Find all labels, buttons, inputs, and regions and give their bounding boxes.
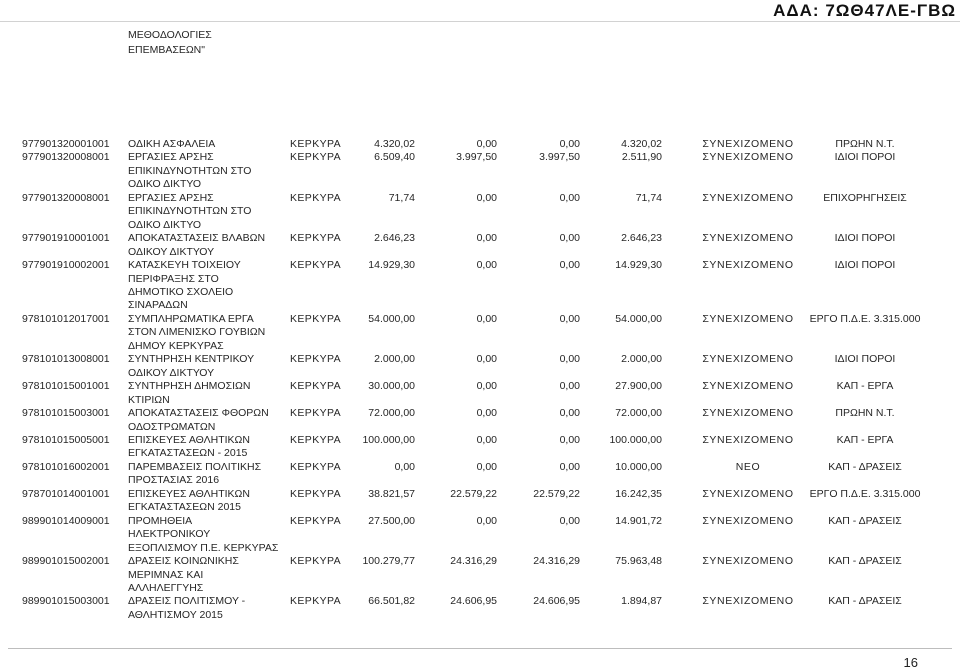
funding-cell: ΚΑΠ - ΔΡΑΣΕΙΣ bbox=[828, 595, 902, 608]
amount-4-cell: 100.000,00 bbox=[609, 433, 662, 446]
description-line: ΠΑΡΕΜΒΑΣΕΙΣ ΠΟΛΙΤΙΚΗΣ bbox=[128, 460, 262, 473]
description-line: ΟΔΙΚΗ ΑΣΦΑΛΕΙΑ bbox=[128, 138, 216, 150]
funding-cell: ΠΡΩΗΝ Ν.Τ. bbox=[835, 138, 895, 150]
funding-cell: ΕΡΓΟ Π.Δ.Ε. 3.315.000 bbox=[809, 312, 921, 325]
amount-4-cell: 71,74 bbox=[635, 191, 662, 204]
description-cell bbox=[128, 407, 290, 434]
description-line: ΜΕΡΙΜΝΑΣ ΚΑΙ bbox=[128, 568, 204, 581]
table-row bbox=[0, 434, 924, 461]
amount-3-cell: 0,00 bbox=[559, 514, 580, 527]
status-cell: ΣΥΝΕΧΙΖΟΜΕΝΟ bbox=[702, 380, 794, 393]
location-cell: ΚΕΡΚΥΡΑ bbox=[290, 487, 342, 500]
funding-cell: ΙΔΙΟΙ ΠΟΡΟΙ bbox=[834, 232, 896, 245]
amount-2-cell: 0,00 bbox=[476, 407, 497, 420]
amount-2-cell: 0,00 bbox=[476, 353, 497, 366]
code-cell: 978101012017001 bbox=[22, 312, 110, 325]
description-line: ΣΥΝΤΗΡΗΣΗ ΔΗΜΟΣΙΩΝ bbox=[128, 380, 251, 393]
carryover-line: ΕΠΕΜΒΑΣΕΩΝ" bbox=[128, 43, 205, 56]
amount-3-cell: 3.997,50 bbox=[539, 151, 580, 164]
status-cell: ΣΥΝΕΧΙΖΟΜΕΝΟ bbox=[702, 232, 794, 245]
amount-2-cell: 3.997,50 bbox=[456, 151, 497, 164]
status-cell: ΣΥΝΕΧΙΖΟΜΕΝΟ bbox=[702, 151, 794, 164]
status-cell: ΣΥΝΕΧΙΖΟΜΕΝΟ bbox=[702, 555, 794, 568]
description-line: ΣΙΝΑΡΑΔΩΝ bbox=[128, 299, 188, 312]
description-cell bbox=[128, 138, 290, 151]
table-row bbox=[0, 461, 924, 488]
description-line: ΑΛΛΗΛΕΓΓΥΗΣ bbox=[128, 581, 204, 594]
location-cell: ΚΕΡΚΥΡΑ bbox=[290, 433, 342, 446]
top-rule bbox=[0, 21, 960, 22]
amount-1-cell: 100.279,77 bbox=[362, 555, 415, 568]
description-line: ΕΓΚΑΤΑΣΤΑΣΕΩΝ 2015 bbox=[128, 501, 241, 514]
funding-cell: ΚΑΠ - ΔΡΑΣΕΙΣ bbox=[828, 514, 902, 527]
amount-3-cell: 0,00 bbox=[559, 138, 580, 150]
description-line: ΕΠΙΣΚΕΥΕΣ ΑΘΛΗΤΙΚΩΝ bbox=[128, 487, 250, 500]
table-row bbox=[0, 380, 924, 407]
amount-3-cell: 24.316,29 bbox=[533, 555, 580, 568]
code-cell: 978101016002001 bbox=[22, 460, 110, 473]
code-cell: 977901320008001 bbox=[22, 151, 110, 164]
funding-cell: ΙΔΙΟΙ ΠΟΡΟΙ bbox=[834, 151, 896, 164]
status-cell: ΝΕΟ bbox=[735, 460, 761, 473]
table-row bbox=[0, 151, 924, 191]
description-line: ΕΡΓΑΣΙΕΣ ΑΡΣΗΣ bbox=[128, 151, 214, 164]
status-cell: ΣΥΝΕΧΙΖΟΜΕΝΟ bbox=[702, 191, 794, 204]
amount-4-cell: 2.000,00 bbox=[621, 353, 662, 366]
amount-1-cell: 14.929,30 bbox=[368, 259, 415, 272]
description-line: ΚΑΤΑΣΚΕΥΗ ΤΟΙΧΕΙΟΥ bbox=[128, 259, 241, 272]
funding-cell: ΚΑΠ - ΕΡΓΑ bbox=[836, 380, 894, 393]
carryover-line: ΜΕΘΟΔΟΛΟΓΙΕΣ bbox=[128, 29, 212, 41]
code-cell: 989901014009001 bbox=[22, 514, 110, 527]
description-cell bbox=[128, 151, 290, 191]
code-cell: 977901320008001 bbox=[22, 191, 110, 204]
table-row bbox=[0, 555, 924, 595]
description-line: ΣΤΟΝ ΛΙΜΕΝΙΣΚΟ ΓΟΥΒΙΩΝ bbox=[128, 326, 266, 339]
amount-1-cell: 6.509,40 bbox=[374, 151, 415, 164]
description-line: ΣΥΝΤΗΡΗΣΗ ΚΕΝΤΡΙΚΟΥ bbox=[128, 353, 255, 366]
page-number: 16 bbox=[903, 655, 918, 670]
table-row bbox=[0, 192, 924, 232]
description-line: ΕΡΓΑΣΙΕΣ ΑΡΣΗΣ bbox=[128, 191, 214, 204]
amount-4-cell: 14.901,72 bbox=[615, 514, 662, 527]
amount-4-cell: 27.900,00 bbox=[615, 380, 662, 393]
amount-3-cell: 0,00 bbox=[559, 312, 580, 325]
status-cell: ΣΥΝΕΧΙΖΟΜΕΝΟ bbox=[702, 312, 794, 325]
amount-3-cell: 0,00 bbox=[559, 191, 580, 204]
description-line: ΕΓΚΑΤΑΣΤΑΣΕΩΝ - 2015 bbox=[128, 447, 248, 460]
amount-2-cell: 22.579,22 bbox=[450, 487, 497, 500]
description-line: ΑΠΟΚΑΤΑΣΤΑΣΕΙΣ ΦΘΟΡΩΝ bbox=[128, 407, 269, 420]
status-cell: ΣΥΝΕΧΙΖΟΜΕΝΟ bbox=[702, 138, 794, 150]
description-cell bbox=[128, 488, 290, 515]
description-cell bbox=[128, 380, 290, 407]
funding-cell: ΕΡΓΟ Π.Δ.Ε. 3.315.000 bbox=[809, 487, 921, 500]
funding-cell: ΚΑΠ - ΔΡΑΣΕΙΣ bbox=[828, 555, 902, 568]
location-cell: ΚΕΡΚΥΡΑ bbox=[290, 151, 342, 164]
amount-3-cell: 0,00 bbox=[559, 232, 580, 245]
location-cell: ΚΕΡΚΥΡΑ bbox=[290, 555, 342, 568]
description-line: ΔΗΜΟΥ ΚΕΡΚΥΡΑΣ bbox=[128, 339, 224, 352]
amount-1-cell: 71,74 bbox=[388, 191, 415, 204]
table-row bbox=[0, 259, 924, 313]
table-row bbox=[0, 488, 924, 515]
status-cell: ΣΥΝΕΧΙΖΟΜΕΝΟ bbox=[702, 407, 794, 420]
amount-2-cell: 0,00 bbox=[476, 232, 497, 245]
amount-1-cell: 72.000,00 bbox=[368, 407, 415, 420]
amount-3-cell: 0,00 bbox=[559, 433, 580, 446]
amount-2-cell: 0,00 bbox=[476, 380, 497, 393]
code-cell: 977901910001001 bbox=[22, 232, 110, 245]
table-row bbox=[0, 138, 924, 151]
amount-1-cell: 100.000,00 bbox=[362, 433, 415, 446]
description-line: ΕΠΙΣΚΕΥΕΣ ΑΘΛΗΤΙΚΩΝ bbox=[128, 433, 250, 446]
table-row bbox=[0, 232, 924, 259]
amount-1-cell: 2.646,23 bbox=[374, 232, 415, 245]
amount-2-cell: 0,00 bbox=[476, 433, 497, 446]
description-cell bbox=[128, 353, 290, 380]
amount-4-cell: 2.511,90 bbox=[621, 151, 662, 164]
table-row bbox=[0, 595, 924, 622]
amount-3-cell: 24.606,95 bbox=[533, 595, 580, 608]
amount-1-cell: 4.320,02 bbox=[374, 138, 415, 150]
amount-2-cell: 0,00 bbox=[476, 312, 497, 325]
funding-cell: ΚΑΠ - ΔΡΑΣΕΙΣ bbox=[828, 460, 902, 473]
location-cell: ΚΕΡΚΥΡΑ bbox=[290, 312, 342, 325]
amount-3-cell: 0,00 bbox=[559, 380, 580, 393]
description-line: ΕΞΟΠΛΙΣΜΟΥ Π.Ε. ΚΕΡΚΥΡΑΣ bbox=[128, 541, 279, 554]
location-cell: ΚΕΡΚΥΡΑ bbox=[290, 460, 342, 473]
code-cell: 978701014001001 bbox=[22, 487, 110, 500]
amount-1-cell: 54.000,00 bbox=[368, 312, 415, 325]
amount-1-cell: 66.501,82 bbox=[368, 595, 415, 608]
amount-2-cell: 24.316,29 bbox=[450, 555, 497, 568]
description-line: ΔΡΑΣΕΙΣ ΚΟΙΝΩΝΙΚΗΣ bbox=[128, 555, 239, 568]
description-cell bbox=[128, 595, 290, 622]
amount-3-cell: 0,00 bbox=[559, 353, 580, 366]
amount-3-cell: 0,00 bbox=[559, 259, 580, 272]
amount-2-cell: 0,00 bbox=[476, 460, 497, 473]
amount-2-cell: 24.606,95 bbox=[450, 595, 497, 608]
description-cell bbox=[128, 192, 290, 232]
description-line: ΕΠΙΚΙΝΔΥΝΟΤΗΤΩΝ ΣΤΟ bbox=[128, 164, 252, 177]
amount-4-cell: 4.320,02 bbox=[621, 138, 662, 150]
carryover-text bbox=[128, 28, 212, 57]
status-cell: ΣΥΝΕΧΙΖΟΜΕΝΟ bbox=[702, 433, 794, 446]
ada-code: ΑΔΑ: 7ΩΘ47ΛΕ-ΓΒΩ bbox=[773, 1, 956, 20]
description-cell bbox=[128, 313, 290, 353]
status-cell: ΣΥΝΕΧΙΖΟΜΕΝΟ bbox=[702, 487, 794, 500]
funding-cell: ΕΠΙΧΟΡΗΓΗΣΕΙΣ bbox=[823, 191, 907, 204]
amount-4-cell: 14.929,30 bbox=[615, 259, 662, 272]
amount-1-cell: 30.000,00 bbox=[368, 380, 415, 393]
funding-cell: ΙΔΙΟΙ ΠΟΡΟΙ bbox=[834, 259, 896, 272]
description-cell bbox=[128, 555, 290, 595]
description-cell bbox=[128, 259, 290, 313]
funding-cell: ΠΡΩΗΝ Ν.Τ. bbox=[835, 407, 895, 420]
code-cell: 977901910002001 bbox=[22, 259, 110, 272]
amount-4-cell: 2.646,23 bbox=[621, 232, 662, 245]
code-cell: 978101015005001 bbox=[22, 433, 110, 446]
amount-2-cell: 0,00 bbox=[476, 191, 497, 204]
code-cell: 989901015002001 bbox=[22, 555, 110, 568]
description-line: ΑΘΛΗΤΙΣΜΟΥ 2015 bbox=[128, 608, 223, 621]
amount-1-cell: 0,00 bbox=[394, 460, 415, 473]
location-cell: ΚΕΡΚΥΡΑ bbox=[290, 407, 342, 420]
code-cell: 978101015001001 bbox=[22, 380, 110, 393]
budget-table bbox=[0, 138, 924, 622]
description-line: ΕΠΙΚΙΝΔΥΝΟΤΗΤΩΝ ΣΤΟ bbox=[128, 205, 252, 218]
amount-3-cell: 22.579,22 bbox=[533, 487, 580, 500]
amount-3-cell: 0,00 bbox=[559, 460, 580, 473]
description-line: ΠΕΡΙΦΡΑΞΗΣ ΣΤΟ bbox=[128, 272, 219, 285]
location-cell: ΚΕΡΚΥΡΑ bbox=[290, 191, 342, 204]
footer-rule bbox=[8, 648, 952, 649]
amount-4-cell: 54.000,00 bbox=[615, 312, 662, 325]
description-line: ΑΠΟΚΑΤΑΣΤΑΣΕΙΣ ΒΛΑΒΩΝ bbox=[128, 232, 266, 245]
location-cell: ΚΕΡΚΥΡΑ bbox=[290, 595, 342, 608]
code-cell: 978101015003001 bbox=[22, 407, 110, 420]
amount-2-cell: 0,00 bbox=[476, 259, 497, 272]
amount-4-cell: 16.242,35 bbox=[615, 487, 662, 500]
description-cell bbox=[128, 461, 290, 488]
description-cell bbox=[128, 515, 290, 555]
location-cell: ΚΕΡΚΥΡΑ bbox=[290, 353, 342, 366]
status-cell: ΣΥΝΕΧΙΖΟΜΕΝΟ bbox=[702, 353, 794, 366]
description-line: ΟΔΟΣΤΡΩΜΑΤΩΝ bbox=[128, 420, 216, 433]
amount-4-cell: 75.963,48 bbox=[615, 555, 662, 568]
description-cell bbox=[128, 232, 290, 259]
status-cell: ΣΥΝΕΧΙΖΟΜΕΝΟ bbox=[702, 595, 794, 608]
amount-1-cell: 27.500,00 bbox=[368, 514, 415, 527]
description-line: ΠΡΟΣΤΑΣΙΑΣ 2016 bbox=[128, 474, 220, 487]
location-cell: ΚΕΡΚΥΡΑ bbox=[290, 514, 342, 527]
description-line: ΟΔΙΚΟΥ ΔΙΚΤΥΟΥ bbox=[128, 366, 215, 379]
location-cell: ΚΕΡΚΥΡΑ bbox=[290, 259, 342, 272]
funding-cell: ΙΔΙΟΙ ΠΟΡΟΙ bbox=[834, 353, 896, 366]
funding-cell: ΚΑΠ - ΕΡΓΑ bbox=[836, 433, 894, 446]
amount-1-cell: 2.000,00 bbox=[374, 353, 415, 366]
description-cell bbox=[128, 434, 290, 461]
amount-2-cell: 0,00 bbox=[476, 514, 497, 527]
amount-4-cell: 10.000,00 bbox=[615, 460, 662, 473]
description-line: ΣΥΜΠΛΗΡΩΜΑΤΙΚΑ ΕΡΓΑ bbox=[128, 312, 254, 325]
code-cell: 977901320001001 bbox=[22, 138, 110, 150]
code-cell: 978101013008001 bbox=[22, 353, 110, 366]
code-cell: 989901015003001 bbox=[22, 595, 110, 608]
status-cell: ΣΥΝΕΧΙΖΟΜΕΝΟ bbox=[702, 514, 794, 527]
table-row bbox=[0, 515, 924, 555]
location-cell: ΚΕΡΚΥΡΑ bbox=[290, 232, 342, 245]
amount-2-cell: 0,00 bbox=[476, 138, 497, 150]
description-line: ΔΗΜΟΤΙΚΟ ΣΧΟΛΕΙΟ bbox=[128, 285, 234, 298]
table-row bbox=[0, 353, 924, 380]
status-cell: ΣΥΝΕΧΙΖΟΜΕΝΟ bbox=[702, 259, 794, 272]
description-line: ΟΔΙΚΟ ΔΙΚΤΥΟ bbox=[128, 178, 201, 191]
amount-4-cell: 72.000,00 bbox=[615, 407, 662, 420]
amount-1-cell: 38.821,57 bbox=[368, 487, 415, 500]
location-cell: ΚΕΡΚΥΡΑ bbox=[290, 380, 342, 393]
location-cell: ΚΕΡΚΥΡΑ bbox=[290, 138, 342, 150]
amount-4-cell: 1.894,87 bbox=[621, 595, 662, 608]
description-line: ΚΤΙΡΙΩΝ bbox=[128, 393, 170, 406]
amount-3-cell: 0,00 bbox=[559, 407, 580, 420]
description-line: ΗΛΕΚΤΡΟΝΙΚΟΥ bbox=[128, 528, 211, 541]
description-line: ΔΡΑΣΕΙΣ ΠΟΛΙΤΙΣΜΟΥ - bbox=[128, 595, 246, 608]
table-row bbox=[0, 313, 924, 353]
description-line: ΟΔΙΚΟΥ ΔΙΚΤΥΟΥ bbox=[128, 245, 215, 258]
description-line: ΠΡΟΜΗΘΕΙΑ bbox=[128, 514, 193, 527]
table-row bbox=[0, 407, 924, 434]
description-line: ΟΔΙΚΟ ΔΙΚΤΥΟ bbox=[128, 218, 201, 231]
